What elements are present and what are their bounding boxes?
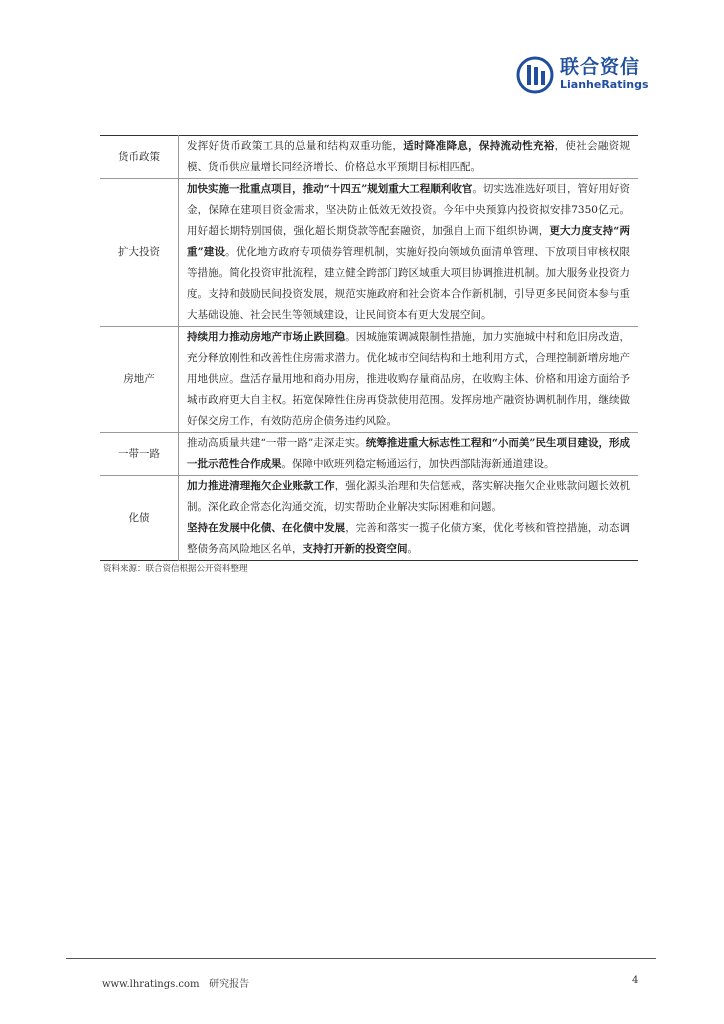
page-number: 4	[632, 975, 639, 986]
table-row	[100, 136, 638, 179]
table-row	[100, 433, 638, 476]
row-category: 扩大投资	[100, 179, 179, 327]
table-row	[100, 476, 638, 561]
source-note: 资料来源：联合资信根据公开资料整理	[103, 564, 248, 574]
lianhe-logo	[516, 56, 649, 94]
row-description: 推动高质量共建“一带一路”走深走实。统筹推进重大标志性工程和“小而美”民生项目建设，形成一批示范性合作成果。保障中欧班列稳定畅通运行，加快西部陆海新通道建设。	[179, 433, 639, 476]
footer-url-link[interactable]: www.lhratings.com	[102, 979, 200, 990]
row-description: 持续用力推动房地产市场止跌回稳。因城施策调减限制性措施，加力实施城中村和危旧房改造，充分释放刚性和改善性住房需求潜力。优化城市空间结构和土地利用方式，合理控制新增房地产用地供应。盘活存量用地和商办用房，推进收购存量商品房，在收购主体、价格和用途方面给予城市政府更大自主权。拓宽保障性住房再贷款使用范围。发挥房地产融资协调机制作用，继续做好保交房工作，有效防范房企债务违约风险。	[179, 327, 639, 433]
row-paragraph: 坚持在发展中化债、在化债中发展，完善和落实一揽子化债方案，优化考核和管控措施，动态调整债务高风险地区名单，支持打开新的投资空间。	[187, 522, 631, 555]
row-description: 加快实施一批重点项目，推动“十四五”规划重大工程顺利收官。切实选准选好项目，管好用好资金，保障在建项目资金需求，坚决防止低效无效投资。今年中央预算内投资拟安排7350亿元。用好超长期特别国债，强化超长期贷款等配套融资，加强自上而下组织协调，更大力度支持“两重”建设。优化地方政府专项债券管理机制，实施好投向领域负面清单管理、下放项目审核权限等措施。简化投资审批流程，建立健全跨部门跨区域重大项目协调推进机制。加大服务业投资力度。支持和鼓励民间投资发展，规范实施政府和社会资本合作新机制，引导更多民间资本参与重大基础设施、社会民生等领域建设，让民间资本有更大发展空间。	[179, 179, 639, 327]
logo-chinese-name: 联合资信	[560, 56, 641, 78]
footer-divider	[66, 958, 656, 959]
row-category: 化债	[100, 476, 179, 561]
row-paragraph: 加力推进清理拖欠企业账款工作，强化源头治理和失信惩戒，落实解决拖欠企业账款问题长效机制。深化政企常态化沟通交流，切实帮助企业解决实际困难和问题。	[187, 480, 631, 513]
row-description: 发挥好货币政策工具的总量和结构双重功能，适时降准降息，保持流动性充裕，使社会融资规模、货币供应量增长同经济增长、价格总水平预期目标相匹配。	[187, 140, 630, 173]
footer-doc-type: 研究报告	[209, 979, 250, 990]
row-category: 货币政策	[100, 136, 179, 179]
row-category: 一带一路	[100, 433, 179, 476]
policy-table	[100, 135, 638, 561]
footer-left	[102, 975, 249, 990]
table-row	[100, 179, 638, 327]
table-row	[100, 327, 638, 433]
row-category: 房地产	[100, 327, 179, 433]
lianhe-logo-icon	[516, 56, 554, 94]
logo-english-name: LianheRatings	[560, 78, 649, 91]
row-description	[179, 476, 639, 561]
